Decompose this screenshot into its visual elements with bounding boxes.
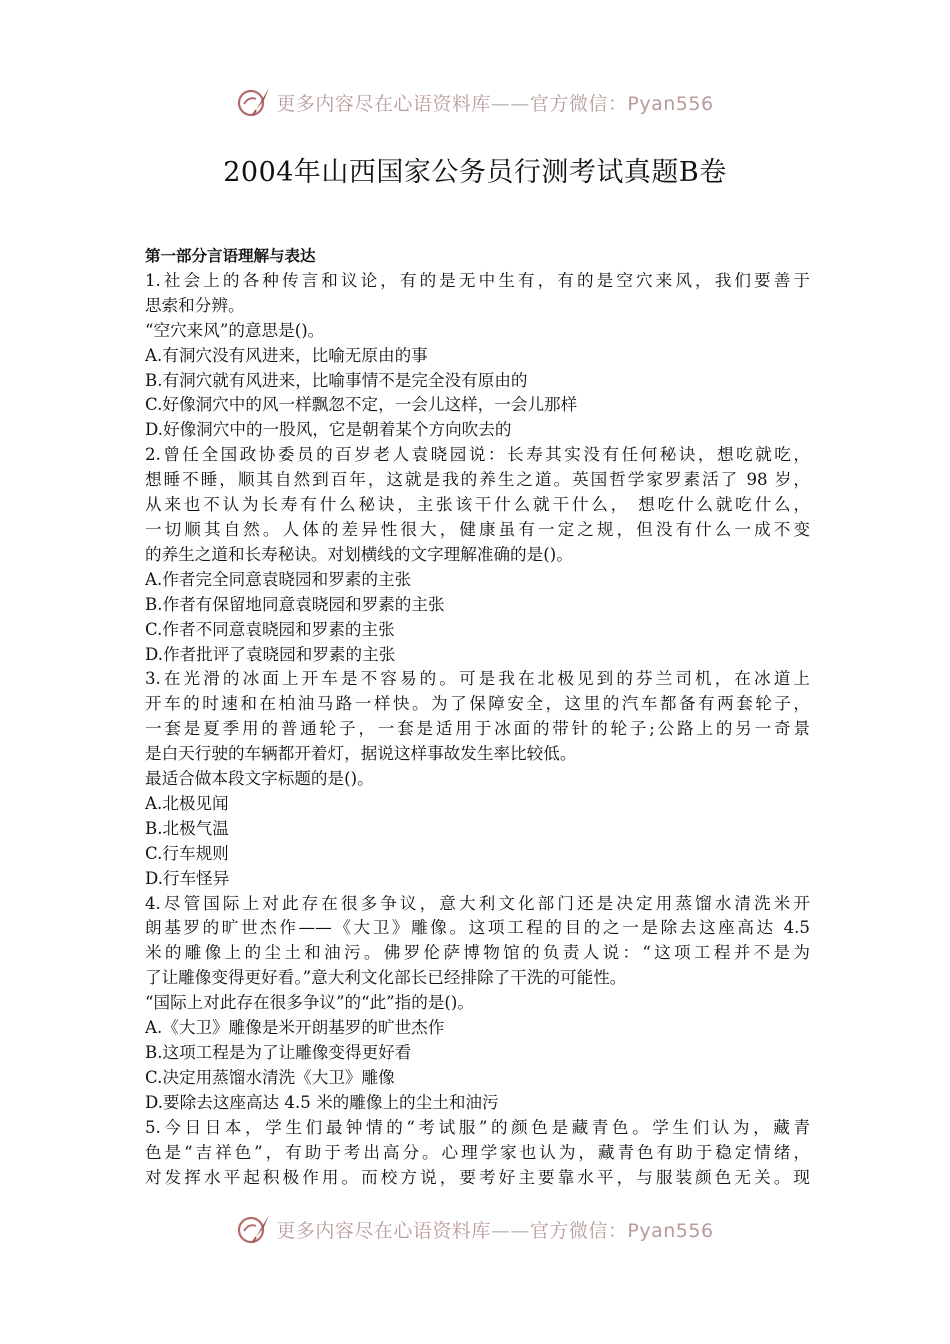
footer-watermark-banner xyxy=(0,1209,950,1249)
text-line: B.这项工程是为了让雕像变得更好看 xyxy=(145,1043,412,1062)
watermark-text xyxy=(276,1216,713,1243)
page-title: 2004年山西国家公务员行测考试真题B卷 xyxy=(223,157,727,188)
text-line: 2.曾任全国政协委员的百岁老人袁晓园说：长寿其实没有任何秘诀，想吃就吃， xyxy=(145,445,810,465)
watermark-main-text: 更多内容尽在心语资料库 xyxy=(276,92,491,115)
text-line: 开车的时速和在柏油马路一样快。为了保障安全，这里的汽车都备有两套轮子， xyxy=(145,694,810,714)
watermark-separator: —— xyxy=(490,92,530,115)
text-line: 一切顺其自然。人体的差异性很大，健康虽有一定之规，但没有什么一成不变 xyxy=(145,519,810,539)
watermark-separator: —— xyxy=(490,1219,530,1242)
text-line: D.好像洞穴中的一股风，它是朝着某个方向吹去的 xyxy=(145,420,512,440)
watermark-contact: 官方微信：Pyan556 xyxy=(529,92,714,115)
text-line: 了让雕像变得更好看。”意大利文化部长已经排除了干洗的可能性。 xyxy=(145,968,627,988)
text-line: 朗基罗的旷世杰作——《大卫》雕像。这项工程的目的之一是除去这座高达 4.5 xyxy=(145,918,810,938)
text-line: A.作者完全同意袁晓园和罗素的主张 xyxy=(145,569,412,589)
quill-logo-icon xyxy=(236,1211,272,1247)
text-lines xyxy=(145,269,810,1191)
text-line: 1.社会上的各种传言和议论，有的是无中生有，有的是空穴来风，我们要善于 xyxy=(145,270,810,290)
text-line: 思索和分辨。 xyxy=(145,295,245,315)
text-line: 想睡不睡，顺其自然到百年，这就是我的养生之道。英国哲学家罗素活了 98 岁， xyxy=(145,470,810,490)
text-line: 的养生之道和长寿秘诀。对划横线的文字理解准确的是()。 xyxy=(145,544,573,564)
text-line: A.有洞穴没有风进来，比喻无原由的事 xyxy=(145,345,428,365)
text-line: C.行车规则 xyxy=(145,843,229,863)
text-line: D.行车怪异 xyxy=(145,868,230,888)
document-body xyxy=(145,244,810,1190)
text-line: D.作者批评了袁晓园和罗素的主张 xyxy=(145,644,396,664)
watermark-main-text: 更多内容尽在心语资料库 xyxy=(276,1219,491,1242)
text-line: 色是“吉祥色”，有助于考出高分。心理学家也认为，藏青色有助于稳定情绪， xyxy=(145,1142,810,1162)
text-line: 从来也不认为长寿有什么秘诀，主张该干什么就干什么， 想吃什么就吃什么， xyxy=(145,495,810,515)
text-line: B.北极气温 xyxy=(145,818,229,838)
text-line: C.好像洞穴中的风一样飘忽不定，一会儿这样，一会儿那样 xyxy=(145,395,578,415)
text-line: “空穴来风”的意思是()。 xyxy=(145,320,325,340)
watermark-contact: 官方微信：Pyan556 xyxy=(529,1219,714,1242)
text-line: 5.今日日本，学生们最钟情的“考试服”的颜色是藏青色。学生们认为，藏青 xyxy=(145,1117,810,1137)
text-line: A.《大卫》雕像是米开朗基罗的旷世杰作 xyxy=(145,1018,445,1038)
watermark-text xyxy=(276,89,713,116)
text-line: C.作者不同意袁晓园和罗素的主张 xyxy=(145,619,395,639)
text-line: 米的雕像上的尘土和油污。佛罗伦萨博物馆的负责人说：“这项工程并不是为 xyxy=(145,943,810,963)
text-line: 3.在光滑的冰面上开车是不容易的。可是我在北极见到的芬兰司机，在冰道上 xyxy=(145,669,810,689)
header-watermark-banner xyxy=(0,82,950,122)
text-line: 一套是夏季用的普通轮子，一套是适用于冰面的带针的轮子;公路上的另一奇景 xyxy=(145,719,810,739)
text-line: A.北极见闻 xyxy=(145,793,229,813)
text-line: B.作者有保留地同意袁晓园和罗素的主张 xyxy=(145,594,445,614)
text-line: B.有洞穴就有风进来，比喻事情不是完全没有原由的 xyxy=(145,370,528,390)
quill-logo-icon xyxy=(236,84,272,120)
text-line: D.要除去这座高达 4.5 米的雕像上的尘土和油污 xyxy=(145,1092,499,1112)
text-line: 最适合做本段文字标题的是()。 xyxy=(145,769,374,789)
text-line: “国际上对此存在很多争议”的“此”指的是()。 xyxy=(145,993,474,1013)
section-heading: 第一部分言语理解与表达 xyxy=(145,247,316,265)
text-line: 是白天行驶的车辆都开着灯，据说这样事故发生率比较低。 xyxy=(145,744,577,764)
text-line: 4.尽管国际上对此存在很多争议，意大利文化部门还是决定用蒸馏水清洗米开 xyxy=(145,893,810,913)
text-line: 对发挥水平起积极作用。而校方说，要考好主要靠水平，与服装颜色无关。现 xyxy=(145,1167,810,1187)
text-line: C.决定用蒸馏水清洗《大卫》雕像 xyxy=(145,1067,395,1087)
